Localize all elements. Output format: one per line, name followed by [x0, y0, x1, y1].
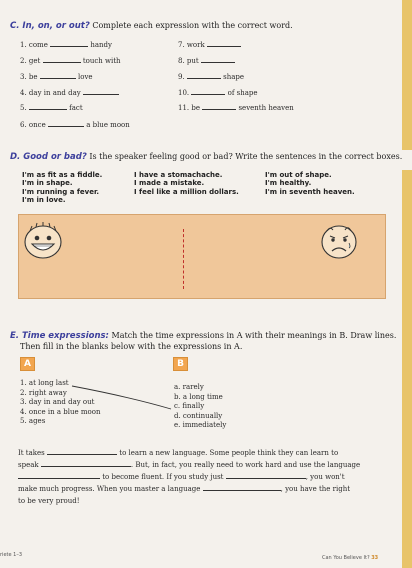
list-item[interactable]: d. continually	[174, 411, 223, 420]
item-number: 8.	[178, 57, 185, 65]
para-text: , you won't	[305, 473, 345, 481]
phrase: I'm in seventh heaven.	[265, 187, 355, 196]
c-item-6[interactable]	[20, 121, 130, 129]
answer-blank[interactable]	[43, 62, 81, 63]
item-text: of shape	[227, 89, 258, 97]
para-text: make much progress. When you master a language	[18, 485, 201, 493]
happy-face-icon	[22, 222, 64, 260]
answer-blank[interactable]	[187, 78, 221, 79]
column-a-header: A	[20, 357, 35, 371]
phrase: I feel like a million dollars.	[134, 187, 239, 196]
list-item[interactable]: 5. ages	[20, 417, 46, 426]
section-c-title	[10, 21, 293, 31]
c-item-11[interactable]	[178, 104, 294, 112]
item-text: fact	[69, 104, 83, 112]
answer-blank[interactable]	[201, 62, 235, 63]
section-e-instruction-2	[20, 342, 242, 351]
item-number: 2.	[20, 57, 27, 65]
fill-in-paragraph	[18, 447, 388, 507]
item-text: once	[28, 121, 46, 129]
item-number: 6.	[20, 121, 27, 129]
item-number: 4.	[20, 89, 27, 97]
answer-blank[interactable]	[47, 454, 117, 455]
phrase-column-3	[265, 171, 355, 196]
answer-blank[interactable]	[83, 94, 119, 95]
c-item-2[interactable]	[20, 57, 121, 65]
section-e-label: E. Time expressions:	[10, 331, 109, 341]
section-e-instruction-text: Then fill in the blanks below with the expressions in A.	[20, 342, 243, 351]
item-text: handy	[90, 41, 112, 49]
answer-blank[interactable]	[191, 94, 225, 95]
item-number: 1.	[20, 41, 27, 49]
para-line-4	[18, 483, 388, 495]
answer-blank[interactable]	[202, 109, 236, 110]
answer-blank[interactable]	[207, 46, 241, 47]
phrase-column-1	[22, 171, 102, 204]
page-edge-tab	[402, 170, 412, 568]
item-text: put	[186, 57, 199, 65]
item-text: day in and day	[28, 89, 81, 97]
phrase: I made a mistake.	[134, 179, 205, 188]
footer-left: riete 1–3	[0, 552, 23, 558]
page-number: 33	[371, 555, 379, 561]
footer-right	[322, 555, 378, 561]
section-e-title	[10, 331, 396, 341]
phrase: I'm running a fever.	[22, 187, 100, 196]
c-item-9[interactable]	[178, 73, 244, 81]
list-item[interactable]: 4. once in a blue moon	[20, 407, 101, 416]
footer-title: Can You Believe It?	[322, 555, 370, 561]
para-line-5	[18, 495, 388, 507]
item-text: get	[28, 57, 41, 65]
answer-blank[interactable]	[50, 46, 88, 47]
item-number: 9.	[178, 73, 185, 81]
phrase-column-2	[134, 171, 239, 196]
answer-blank[interactable]	[203, 490, 281, 491]
phrase: I'm in shape.	[22, 179, 73, 188]
para-line-1	[18, 447, 388, 459]
column-b-list	[174, 383, 226, 431]
item-number: 11.	[178, 104, 190, 112]
item-number: 7.	[178, 41, 185, 49]
section-d-title	[10, 152, 402, 162]
para-line-2	[18, 459, 388, 471]
phrase: I have a stomachache.	[134, 171, 223, 179]
list-item[interactable]: 2. right away	[20, 388, 67, 397]
c-item-10[interactable]	[178, 89, 258, 97]
para-text: to learn a new language. Some people think they can learn to	[119, 449, 339, 457]
answer-blank[interactable]	[41, 466, 131, 467]
list-item[interactable]: 1. at long last	[20, 379, 69, 387]
page-edge-tab	[402, 0, 412, 150]
c-item-5[interactable]	[20, 104, 83, 112]
para-line-3	[18, 471, 388, 483]
para-text: to become fluent. If you study just	[102, 473, 224, 481]
item-number: 3.	[20, 73, 27, 81]
sad-face-icon	[318, 222, 360, 260]
answer-blank[interactable]	[40, 78, 76, 79]
item-text: be	[28, 73, 38, 81]
list-item[interactable]: b. a long time	[174, 392, 223, 401]
c-item-4[interactable]	[20, 89, 119, 97]
list-item[interactable]: c. finally	[174, 402, 205, 411]
section-c-instruction: Complete each expression with the correct word.	[92, 21, 293, 30]
column-b-header: B	[173, 357, 188, 371]
answer-blank[interactable]	[29, 109, 67, 110]
c-item-8[interactable]	[178, 57, 235, 65]
answer-blank[interactable]	[18, 478, 100, 479]
answer-blank[interactable]	[226, 478, 306, 479]
list-item[interactable]: e. immediately	[174, 421, 227, 430]
para-text: , you have the right	[280, 485, 351, 493]
c-item-7[interactable]	[178, 41, 241, 49]
section-d-label: D. Good or bad?	[10, 152, 87, 162]
item-number: 5.	[20, 104, 27, 112]
phrase: I'm in love.	[22, 195, 66, 204]
item-number: 10.	[178, 89, 190, 97]
section-e-instruction: Match the time expressions in A with their meanings in B. Draw lines.	[111, 331, 397, 340]
c-item-1[interactable]	[20, 41, 112, 49]
match-line	[70, 383, 174, 413]
phrase: I'm out of shape.	[265, 171, 332, 179]
item-text: shape	[223, 73, 245, 81]
item-text: touch with	[82, 57, 121, 65]
item-text: a blue moon	[86, 121, 130, 129]
box-divider	[183, 229, 184, 289]
item-text: work	[186, 41, 205, 49]
section-c-label: C. In, on, or out?	[10, 21, 90, 31]
list-item[interactable]: 3. day in and day out	[20, 398, 95, 407]
para-text: It takes	[18, 449, 45, 457]
item-text: seventh heaven	[238, 104, 294, 112]
para-text: . But, in fact, you really need to work hard and use the language	[130, 461, 361, 469]
c-item-3[interactable]	[20, 73, 93, 81]
para-text: speak	[18, 461, 39, 469]
phrase: I'm healthy.	[265, 179, 312, 188]
item-text: come	[28, 41, 48, 49]
item-text: be	[191, 104, 200, 112]
section-d-instruction: Is the speaker feeling good or bad? Write the sentences in the correct boxes.	[89, 152, 403, 161]
list-item[interactable]: a. rarely	[174, 383, 204, 391]
phrase: I'm as fit as a fiddle.	[22, 171, 103, 179]
answer-blank[interactable]	[48, 126, 84, 127]
para-text: to be very proud!	[18, 497, 80, 505]
item-text: love	[78, 73, 93, 81]
